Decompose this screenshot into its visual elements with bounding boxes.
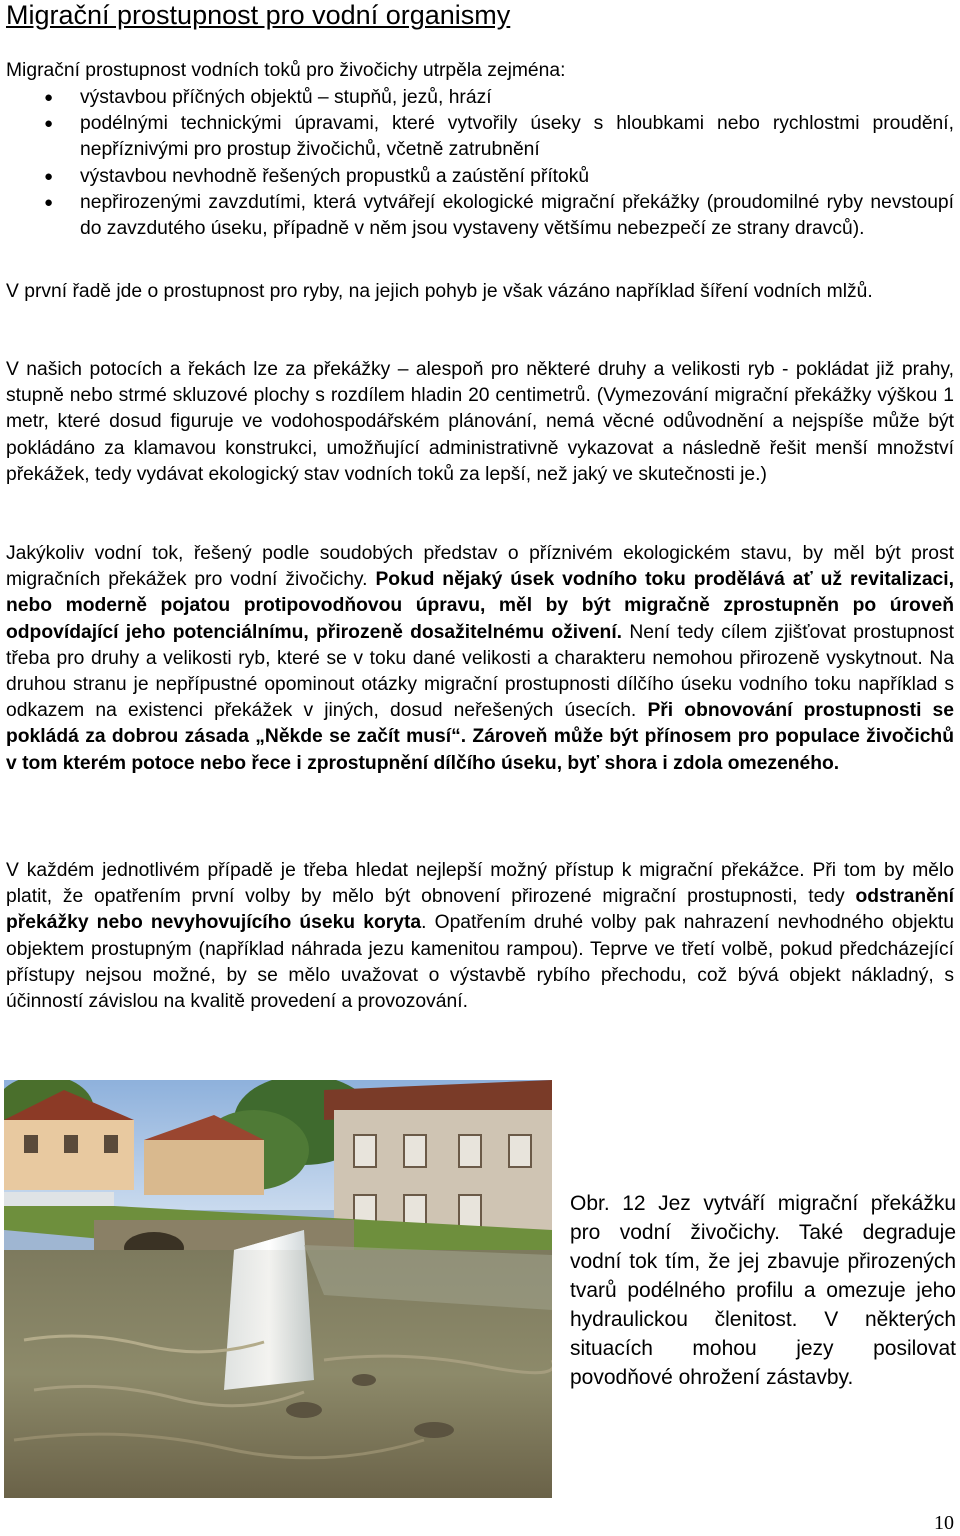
paragraph-emphasis: Pokud nějaký úsek vodního toku prodělává ať už revitalizaci, nebo moderně pojatou protipovodňovou úpravu, měl by být migračně zprostupněn po úroveň odpovídající jeho potenciálnímu, přirozeně dosažitelnému oživení. bbox=[6, 569, 954, 643]
bullet-icon: ● bbox=[44, 115, 54, 133]
paragraph-text: V každém jednotlivém případě je třeba hledat nejlepší možný přístup k migrační překážce. Při tom by mělo platit, že opatřením první volby by mělo být obnovení přirozené migrační prostupnosti, tedy bbox=[6, 860, 954, 908]
list-item bbox=[6, 164, 954, 190]
paragraph-emphasis: odstranění překážky nebo nevyhovujícího úseku koryta bbox=[6, 886, 954, 934]
list-item bbox=[6, 190, 954, 242]
paragraph-text: Jakýkoliv vodní tok, řešený podle soudobých představ o příznivém ekologickém stavu, by měl být prost migračních překážek pro vodní živočichy. bbox=[6, 543, 954, 591]
paragraph-obstacles: V našich potocích a řekách lze za překážky – alespoň pro některé druhy a velikosti ryb - pokládat již prahy, stupně nebo strmé skluzové plochy s rozdílem hladin 20 centimetrů. (Vymezování migrační překážky výškou 1 metr, které dosud figuruje ve vodohospodářském plánování, nemá věcné odůvodnění a nejspíše může být pokládáno za klamavou konstrukci, umožňující administrativně vykazovat a následně řešit menší množství překážek, tedy vydávat ekologický stav vodních toků za lepší, než jaký ve skutečnosti je.) bbox=[6, 359, 954, 485]
figure-caption: Obr. 12 Jez vytváří migrační překážku pro vodní živočichy. Také degraduje vodní tok tím, že jej zbavuje přirozených tvarů podélného profilu a omezuje jeho hydraulickou členitost. V některých situacích mohou jezy posilovat povodňové ohrožení zástavby. bbox=[570, 1192, 956, 1389]
page-number: 10 bbox=[934, 1512, 954, 1534]
intro-text: Migrační prostupnost vodních toků pro živočichy utrpěla zejména: bbox=[6, 60, 566, 81]
list-item-text: nepřirozenými zavzdutími, která vytvářejí ekologické migrační překážky (proudomilné ryby nevstoupí do zavzdutého úseku, případně v něm jsou vystaveny většímu nebezpečí ze strany dravců). bbox=[80, 191, 954, 240]
list-item-text: podélnými technickými úpravami, které vytvořily úseky s hloubkami nebo rychlostmi proudění, nepříznivými pro prostup živočichů, včetně zatrubnění bbox=[80, 113, 954, 161]
bullet-icon: ● bbox=[44, 89, 54, 106]
bullet-list bbox=[6, 85, 954, 242]
bullet-icon: ● bbox=[44, 193, 54, 211]
paragraph-fish: V první řadě jde o prostupnost pro ryby, na jejich pohyb je však vázáno například šíření vodních mlžů. bbox=[6, 281, 873, 302]
page-title: Migrační prostupnost pro vodní organismy bbox=[6, 0, 511, 30]
paragraph-ecological-state bbox=[6, 541, 954, 777]
list-item-text: výstavbou příčných objektů – stupňů, jezů, hrází bbox=[80, 87, 492, 108]
list-item bbox=[6, 111, 954, 163]
list-item-text: výstavbou nevhodně řešených propustků a zaústění přítoků bbox=[80, 165, 590, 187]
paragraph-approach bbox=[6, 858, 954, 1015]
weir-photo bbox=[4, 1080, 552, 1498]
bullet-icon: ● bbox=[44, 167, 54, 185]
paragraph-text: Není tedy cílem zjišťovat prostupnost třeba pro druhy a velikosti ryb, které se v toku dané velikosti a charakteru nemohou přirozeně vyskytnout. Na druhou stranu je nepřípustné opominout otázky migrační prostupnosti dílčího úseku vodního toku například s odkazem na existenci překážek v jiných, dosud neřešených úsecích. bbox=[6, 621, 954, 722]
list-item bbox=[6, 85, 954, 111]
paragraph-emphasis: Při obnovování prostupnosti se pokládá za dobrou zásada „Někde se začít musí“. Zároveň může být přínosem pro populace živočichů v tom kterém potoce nebo řece i zprostupnění dílčího úseku, byť shora i zdola omezeného. bbox=[6, 700, 955, 774]
paragraph-text: . Opatřením druhé volby pak nahrazení nevhodného objektu objektem prostupným (například náhrada jezu kamenitou rampou). Teprve ve třetí volbě, pokud předcházející přístupy nejsou možné, by se mělo uvažovat o výstavbě rybího přechodu, což bývá objekt nákladný, s účinností závislou na kvalitě provedení a provozování. bbox=[6, 912, 954, 1013]
